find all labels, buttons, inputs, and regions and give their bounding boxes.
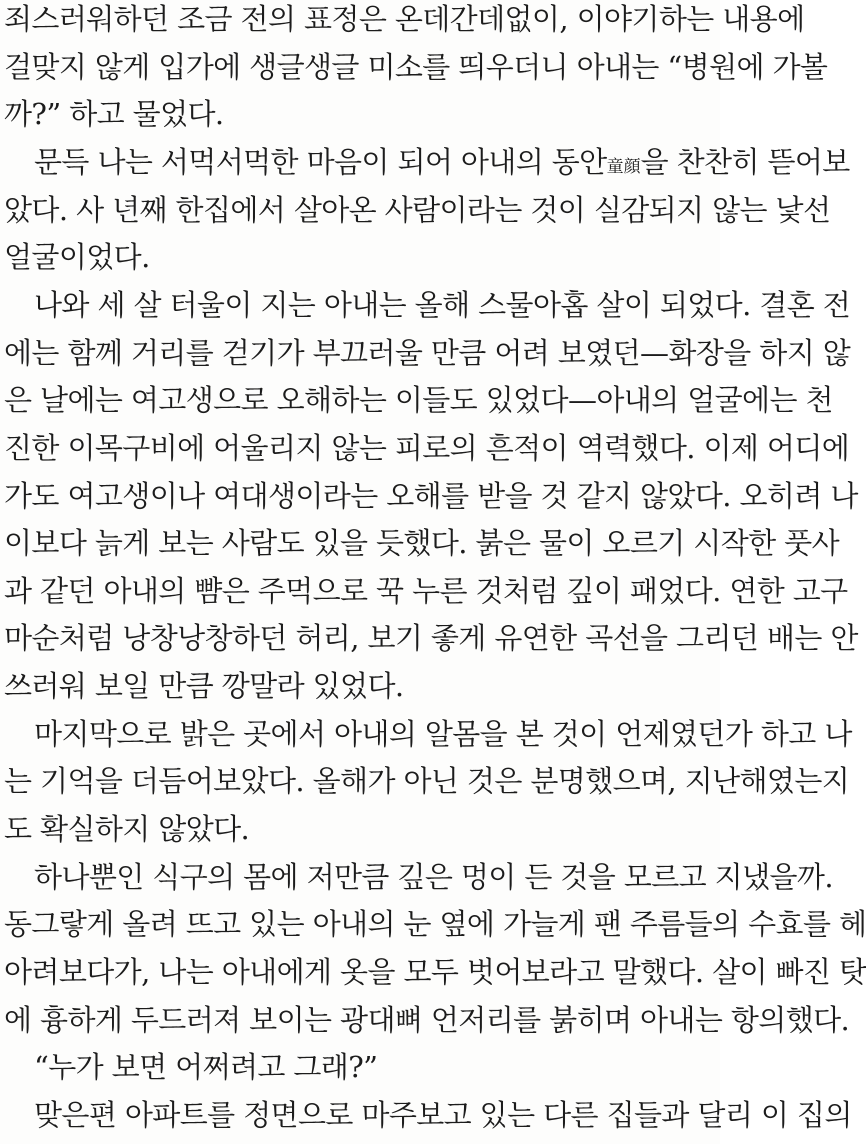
text-line: 동그랗게 올려 뜨고 있는 아내의 눈 옆에 가늘게 팬 주름들의 수효를 헤 xyxy=(4,907,866,941)
text-line: 하나뿐인 식구의 몸에 저만큼 깊은 멍이 든 것을 모르고 지냈을까. xyxy=(34,860,833,894)
text-line: 진한 이목구비에 어울리지 않는 피로의 흔적이 역력했다. 이제 어디에 xyxy=(4,431,850,465)
text-line: 죄스러워하던 조금 전의 표정은 온데간데없이, 이야기하는 내용에 xyxy=(4,2,805,36)
text-line: 마순처럼 낭창낭창하던 허리, 보기 좋게 유연한 곡선을 그리던 배는 안 xyxy=(4,621,858,655)
text-line: 아려보다가, 나는 아내에게 옷을 모두 벗어보라고 말했다. 살이 빠진 탓 xyxy=(4,955,866,989)
text-line xyxy=(0,139,850,185)
text-line: 얼굴이었다. xyxy=(4,240,150,274)
text-line: 도 확실하지 않았다. xyxy=(4,812,250,846)
text-line: 가도 여고생이나 여대생이라는 오해를 받을 것 같지 않았다. 오히려 나 xyxy=(4,479,858,513)
text-line: 이보다 늙게 보는 사람도 있을 듯했다. 붉은 물이 오르기 시작한 풋사 xyxy=(4,526,839,560)
text-segment: 을 찬찬히 뜯어보 xyxy=(640,145,850,179)
text-line: 았다. 사 년째 한집에서 살아온 사람이라는 것이 실감되지 않는 낯선 xyxy=(4,193,831,227)
text-line: 맞은편 아파트를 정면으로 마주보고 있는 다른 집들과 달리 이 집의 xyxy=(34,1098,852,1132)
text-line: 나와 세 살 터울이 지는 아내는 올해 스물아홉 살이 되었다. 결혼 전 xyxy=(34,288,851,322)
text-line: 쓰러워 보일 만큼 깡말라 있었다. xyxy=(4,669,404,703)
text-line: 까?” 하고 물었다. xyxy=(4,97,224,131)
hanja-annotation: 童顔 xyxy=(606,157,641,177)
text-line: 에는 함께 거리를 걷기가 부끄러울 만큼 어려 보였던—화장을 하지 않 xyxy=(4,336,851,370)
text-line: 에 흉하게 두드러져 보이는 광대뼈 언저리를 붉히며 아내는 항의했다. xyxy=(4,1003,850,1037)
text-line: 는 기억을 더듬어보았다. 올해가 아닌 것은 분명했으며, 지난해였는지 xyxy=(4,764,850,798)
text-line: “누가 보면 어쩌려고 그래?” xyxy=(34,1050,378,1084)
text-segment: 문득 나는 서먹서먹한 마음이 되어 아내의 동안 xyxy=(34,145,607,179)
text-line: 마지막으로 밝은 곳에서 아내의 알몸을 본 것이 언제였던가 하고 나 xyxy=(34,717,852,751)
text-line: 과 같던 아내의 뺨은 주먹으로 꾹 누른 것처럼 깊이 패었다. 연한 고구 xyxy=(4,574,848,608)
text-line: 걸맞지 않게 입가에 생글생글 미소를 띄우더니 아내는 “병원에 가볼 xyxy=(4,50,828,84)
text-line: 은 날에는 여고생으로 오해하는 이들도 있었다—아내의 얼굴에는 천 xyxy=(4,383,833,417)
